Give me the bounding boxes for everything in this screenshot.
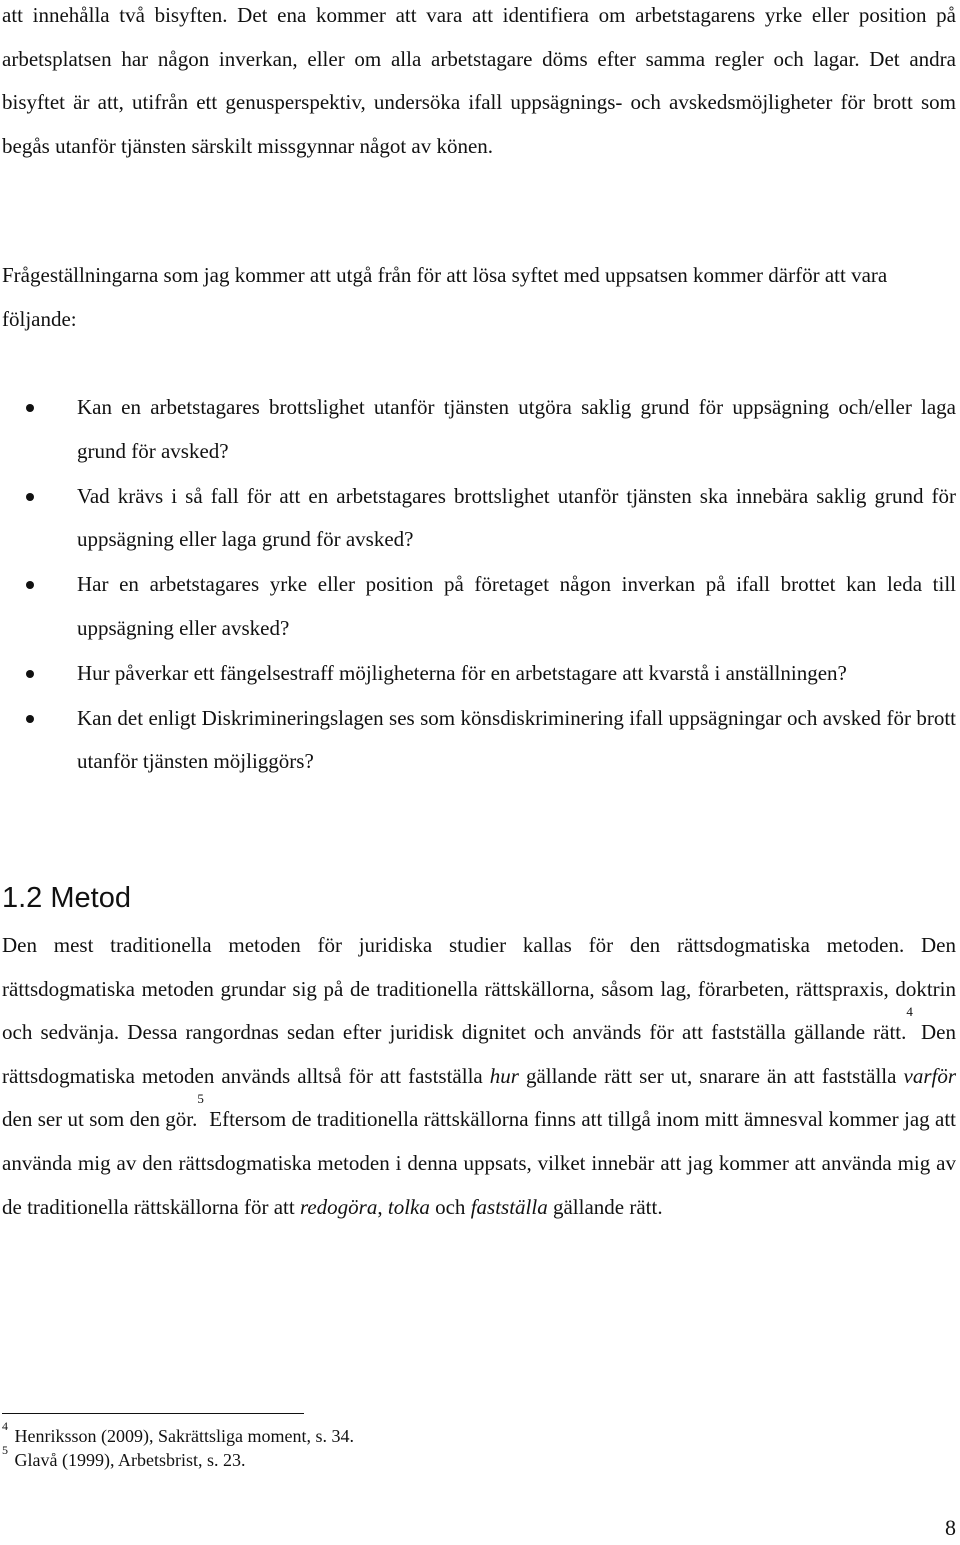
question-text: Hur påverkar ett fängelsestraff möjligheterna för en arbetstagare att kvarstå i anställningen? <box>77 660 847 685</box>
section-heading: 1.2 Metod <box>2 882 131 914</box>
list-item <box>0 386 956 473</box>
footnote-reference[interactable]: 5 <box>197 1091 204 1107</box>
page-number: 8 <box>945 1515 956 1540</box>
method-paragraph <box>2 924 956 1229</box>
footnotes-list <box>2 1419 354 1472</box>
bullet-icon <box>26 404 34 412</box>
list-item <box>0 563 956 650</box>
question-text: Kan en arbetstagares brottslighet utanför tjänsten utgöra saklig grund för uppsägning och/eller laga grund för avsked? <box>77 395 956 463</box>
question-text: Har en arbetstagares yrke eller position på företaget någon inverkan på ifall brottet kan leda till uppsägning eller avsked? <box>77 572 956 640</box>
intro-paragraph: att innehålla två bisyften. Det ena kommer att vara att identifiera om arbetstagarens yrke eller position på arbetsplatsen har någon inverkan, eller om alla arbetstagare döms efter samma regler och lagar. Det andra bisyftet är att, utifrån ett genusperspektiv, undersöka ifall uppsägnings- och avskedsmöjligheter för brott som begås utanför tjänsten särskilt missgynnar något av könen. <box>2 3 956 158</box>
footnote <box>2 1443 354 1472</box>
emphasis-text: hur <box>489 1063 519 1088</box>
list-item <box>0 697 956 784</box>
method-text: Den mest traditionella metoden för juridiska studier kallas för den rättsdogmatiska metoden. Den rättsdogmatiska metoden grundar sig på de traditionella rättskällorna, såsom lag, förarbeten, rättspraxis, doktrin och sedvänja. Dessa rangordnas sedan efter juridisk dignitet och används för att fastställa gällande rätt. <box>2 933 956 1045</box>
method-text: och <box>429 1194 471 1219</box>
footnote-text: Henriksson (2009), Sakrättsliga moment, s. 34. <box>10 1426 354 1446</box>
footnote-divider <box>2 1413 304 1414</box>
bullet-icon <box>26 670 34 678</box>
emphasis-text: varför <box>903 1063 956 1088</box>
question-text: Kan det enligt Diskrimineringslagen ses som könsdiskriminering ifall uppsägningar och avsked för brott utanför tjänsten möjliggörs? <box>77 705 956 774</box>
bullet-icon <box>26 715 34 723</box>
emphasis-text: redogöra <box>299 1194 378 1219</box>
method-text: , <box>377 1194 388 1219</box>
list-item <box>0 475 956 562</box>
bullet-icon <box>26 581 34 589</box>
footnote-number: 5 <box>2 1443 8 1457</box>
footnote-text: Glavå (1999), Arbetsbrist, s. 23. <box>10 1450 246 1470</box>
method-text: den ser ut som den gör. <box>2 1107 198 1132</box>
emphasis-text: tolka <box>387 1194 430 1219</box>
method-text: gällande rätt ser ut, snarare än att fastställa <box>518 1063 904 1088</box>
method-text: gällande rätt. <box>547 1194 663 1219</box>
method-text: Eftersom de traditionella rättskällorna finns att tillgå inom mitt ämnesval kommer jag att använda mig av den rättsdogmatiska metoden i denna uppsats, vilket innebär att jag kommer att använda mig av de traditionella rättskällorna för att <box>2 1107 956 1219</box>
footnote-reference[interactable]: 4 <box>906 1004 913 1020</box>
list-item <box>0 652 956 696</box>
emphasis-text: fastställa <box>470 1194 548 1219</box>
footnote-number: 4 <box>2 1419 8 1433</box>
question-text: Vad krävs i så fall för att en arbetstagares brottslighet utanför tjänsten ska innebära saklig grund för uppsägning eller laga grund för avsked? <box>77 483 956 552</box>
research-questions-list <box>0 386 956 785</box>
method-text: Den rättsdogmatiska metoden används alltså för att fastställa <box>2 1020 956 1088</box>
footnote <box>2 1419 354 1448</box>
bullet-icon <box>26 493 34 501</box>
questions-intro-paragraph: Frågeställningarna som jag kommer att utgå från för att lösa syftet med uppsatsen kommer därför att vara följande: <box>2 263 888 331</box>
